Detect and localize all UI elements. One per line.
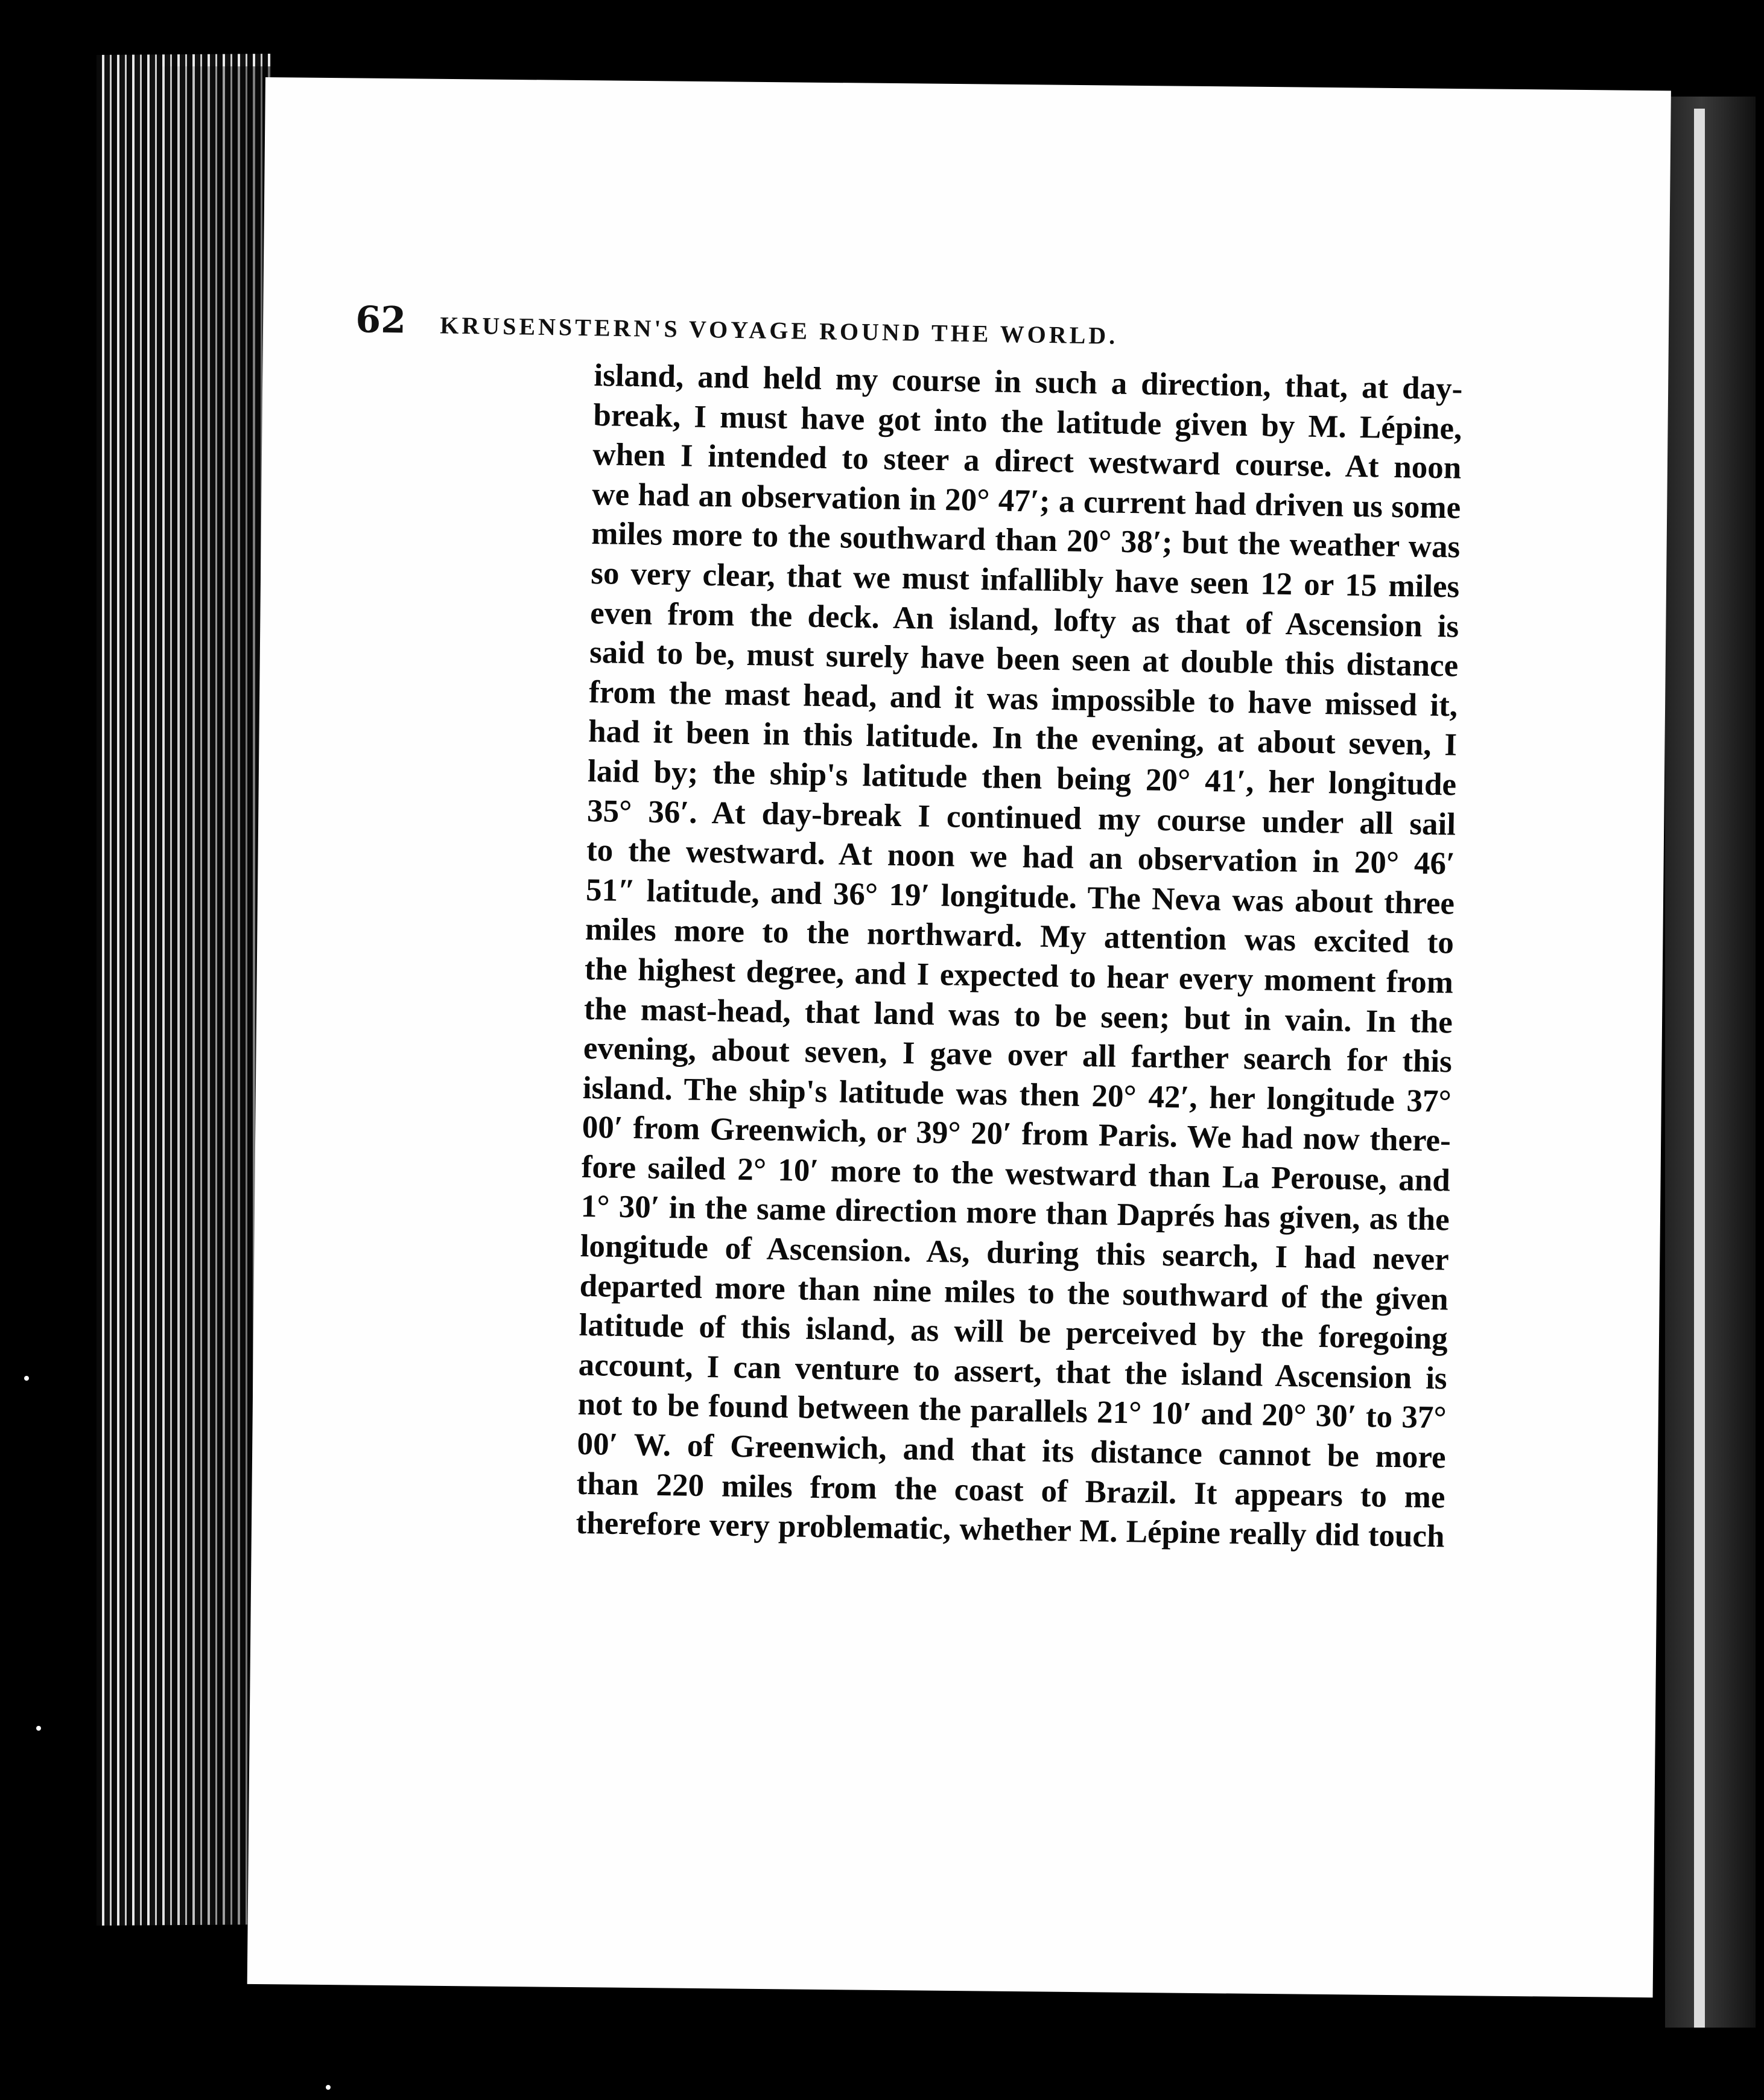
text-line: miles more to the northward. My attention was excited to (585, 912, 1455, 961)
text-line: fore sailed 2° 10′ more to the westward than La Perouse, and (581, 1149, 1451, 1198)
scan-speck (24, 1376, 29, 1381)
text-line: to the westward. At noon we had an observation in 20° 46′ (586, 833, 1456, 882)
text-line: longitude of Ascension. As, during this search, I had never (580, 1228, 1450, 1278)
text-line: when I intended to steer a direct westward course. At noon (592, 437, 1462, 486)
text-line: account, I can venture to assert, that the island Ascension is (578, 1347, 1448, 1396)
text-line: evening, about seven, I gave over all farther search for this (583, 1030, 1453, 1080)
text-line: than 220 miles from the coast of Brazil. It appears to me (576, 1466, 1445, 1515)
text-line: even from the deck. An island, lofty as that of Ascension is (589, 595, 1459, 644)
right-page-edge (1665, 97, 1756, 2028)
text-line: therefore very problematic, whether M. Lépine really did touch (576, 1505, 1445, 1554)
text-line: we had an observation in 20° 47′; a current had driven us some (591, 476, 1461, 526)
text-line: laid by; the ship's latitude then being 20° 41′, her longitude (587, 753, 1457, 803)
text-line: 1° 30′ in the same direction more than Daprés has given, as the (580, 1189, 1450, 1238)
text-line: not to be found between the parallels 21° 10′ and 20° 30′ to 37° (577, 1387, 1447, 1436)
text-line: 51″ latitude, and 36° 19′ longitude. The Neva was about three (585, 872, 1455, 921)
page-number: 62 (355, 299, 407, 342)
text-line: miles more to the southward than 20° 38′; but the weather was (591, 516, 1461, 565)
text-line: the highest degree, and I expected to hear every moment from (584, 951, 1454, 1001)
text-line: latitude of this island, as will be perceived by the foregoing (579, 1308, 1448, 1357)
text-line: break, I must have got into the latitude given by M. Lépine, (593, 397, 1462, 447)
text-line: departed more than nine miles to the southward of the given (579, 1268, 1449, 1317)
text-line: from the mast head, and it was impossible to have missed it, (588, 674, 1458, 724)
text-line: island, and held my course in such a direction, that, at day- (594, 357, 1463, 407)
text-line: 35° 36′. At day-break I continued my course under all sail (586, 793, 1456, 842)
body-text (576, 356, 1463, 1557)
text-line: so very clear, that we must infallibly have seen 12 or 15 miles (590, 555, 1460, 605)
text-line: had it been in this latitude. In the evening, at about seven, I (588, 714, 1458, 763)
text-line: 00′ W. of Greenwich, and that its distance cannot be more (577, 1426, 1446, 1475)
text-line: 00′ from Greenwich, or 39° 20′ from Paris. We had now there- (582, 1110, 1451, 1159)
text-line: island. The ship's latitude was then 20° 42′, her longitude 37° (582, 1070, 1452, 1119)
text-line: the mast-head, that land was to be seen; but in vain. In the (583, 991, 1453, 1040)
text-line: said to be, must surely have been seen at double this distance (589, 635, 1459, 684)
scan-speck (326, 2085, 331, 2090)
scan-speck (36, 1726, 41, 1731)
running-head-title: KRUSENSTERN'S VOYAGE ROUND THE WORLD. (439, 311, 1118, 349)
